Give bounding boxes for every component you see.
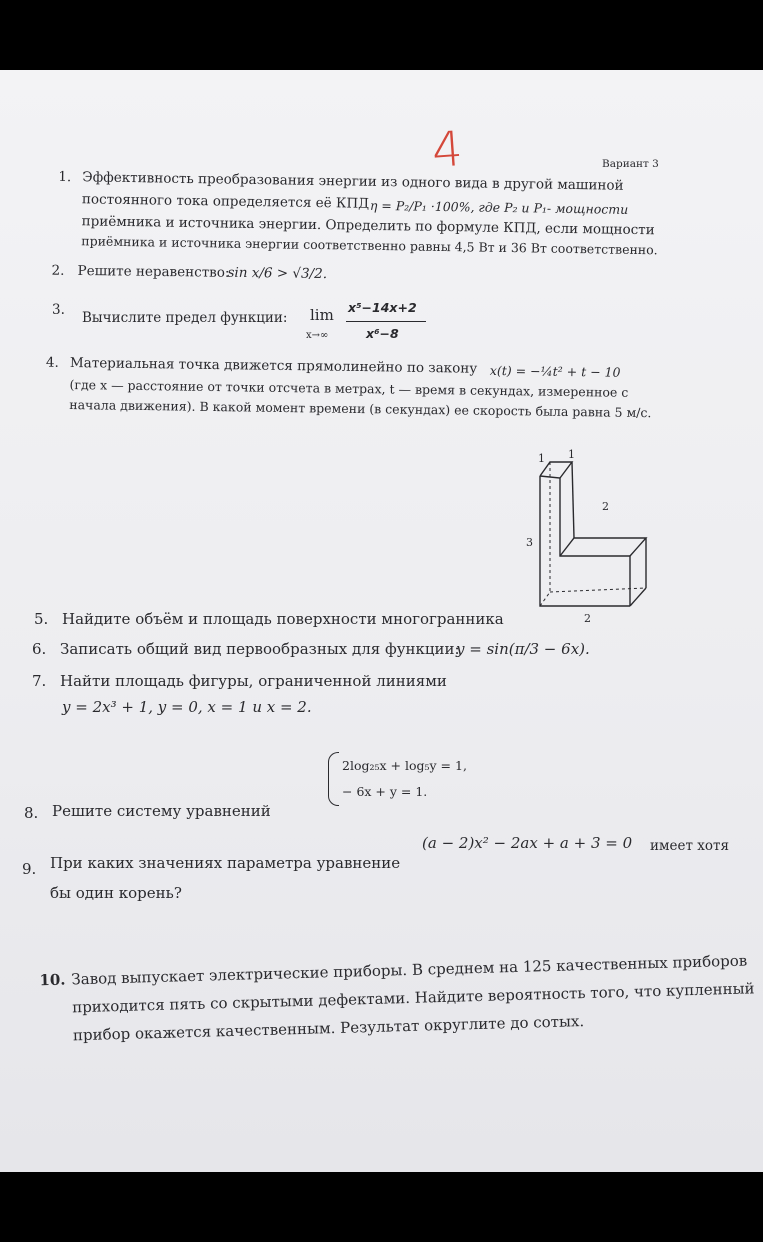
question-9-line-2: бы один корень?: [50, 884, 182, 902]
question-1-kpd-formula: η = P₂/P₁ ·100%, где P₂ и P₁- мощности: [369, 197, 629, 217]
question-6-text: Записать общий вид первообразных для функции:: [60, 640, 460, 658]
question-3-fraction-bar: [346, 321, 426, 322]
question-4-line-1: Материальная точка движется прямолинейно по закону: [69, 355, 478, 377]
question-9-tail: имеет хотя: [650, 838, 729, 854]
question-3-denominator: x⁶−8: [366, 326, 399, 341]
question-10-line-1: Завод выпускает электрические приборы. В среднем на 125 качественных приборов: [71, 951, 748, 989]
diagram-label-top-right: 1: [568, 448, 575, 461]
question-9-equation: (a − 2)x² − 2ax + a + 3 = 0: [422, 834, 633, 852]
question-5-text: Найдите объём и площадь поверхности многогранника: [62, 610, 504, 628]
question-10-line-3: прибор окажется качественным. Результат округлите до сотых.: [72, 1012, 585, 1045]
diagram-label-inner-height: 2: [602, 500, 609, 513]
worksheet-paper: [0, 70, 763, 1172]
diagram-label-top-left: 1: [538, 452, 545, 465]
question-7-text: Найти площадь фигуры, ограниченной линиями: [60, 672, 447, 690]
question-8-number: 8.: [24, 804, 39, 822]
question-1-number: 1.: [58, 168, 72, 186]
variant-label: Вариант 3: [602, 158, 659, 170]
question-8-equation-2: − 6x + y = 1.: [342, 784, 428, 799]
question-9-number: 9.: [22, 860, 37, 878]
question-6-number: 6.: [32, 640, 47, 658]
question-8-system-brace: [328, 752, 339, 806]
diagram-label-base: 2: [584, 612, 591, 625]
question-4-number: 4.: [45, 354, 59, 371]
question-7-lines: y = 2x³ + 1, y = 0, x = 1 и x = 2.: [62, 698, 312, 716]
question-1-line-3: приёмника и источника энергии. Определить по формуле КПД, если мощности: [81, 213, 655, 239]
question-2-number: 2.: [51, 262, 65, 279]
question-5-number: 5.: [34, 610, 49, 628]
question-3-lim: lim: [310, 306, 334, 324]
question-2-text: Решите неравенство:: [77, 262, 230, 281]
question-4-line-2: (где x — расстояние от точки отсчета в метрах, t — время в секундах, измеренное с: [69, 377, 629, 400]
question-10-number: 10.: [39, 970, 66, 990]
question-8-text: Решите систему уравнений: [52, 802, 271, 820]
diagram-front-edge: [540, 476, 630, 606]
question-7-number: 7.: [32, 672, 47, 690]
question-3-number: 3.: [52, 302, 65, 318]
question-9-text: При каких значениях параметра уравнение: [50, 854, 401, 872]
question-10-line-2: приходится пять со скрытыми дефектами. Найдите вероятность того, что купленный: [71, 979, 755, 1017]
question-4-line-3: начала движения). В какой момент времени (в секундах) ее скорость была равна 5 м/с.: [69, 397, 652, 421]
question-1-line-2: постоянного тока определяется её КПД: [81, 191, 370, 212]
question-4-law-formula: x(t) = −¼t² + t − 10: [489, 362, 621, 380]
question-8-equation-1: 2log₂₅x + log₅y = 1,: [342, 758, 467, 773]
diagram-label-total-height: 3: [526, 536, 533, 549]
question-2-inequality: sin x/6 > √3/2.: [227, 264, 328, 283]
question-6-function: y = sin(π/3 − 6x).: [456, 640, 590, 658]
question-3-numerator: x⁵−14x+2: [348, 300, 417, 315]
question-1-line-4: приёмника и источника энергии соответственно равны 4,5 Вт и 36 Вт соответственно.: [81, 233, 658, 258]
question-3-lim-subscript: x→∞: [306, 330, 329, 341]
question-3-text: Вычислите предел функции:: [82, 310, 288, 326]
polyhedron-diagram: [520, 446, 670, 626]
question-1-line-1: Эффективность преобразования энергии из одного вида в другой машиной: [82, 169, 624, 194]
handwritten-mark: 4: [430, 121, 465, 179]
